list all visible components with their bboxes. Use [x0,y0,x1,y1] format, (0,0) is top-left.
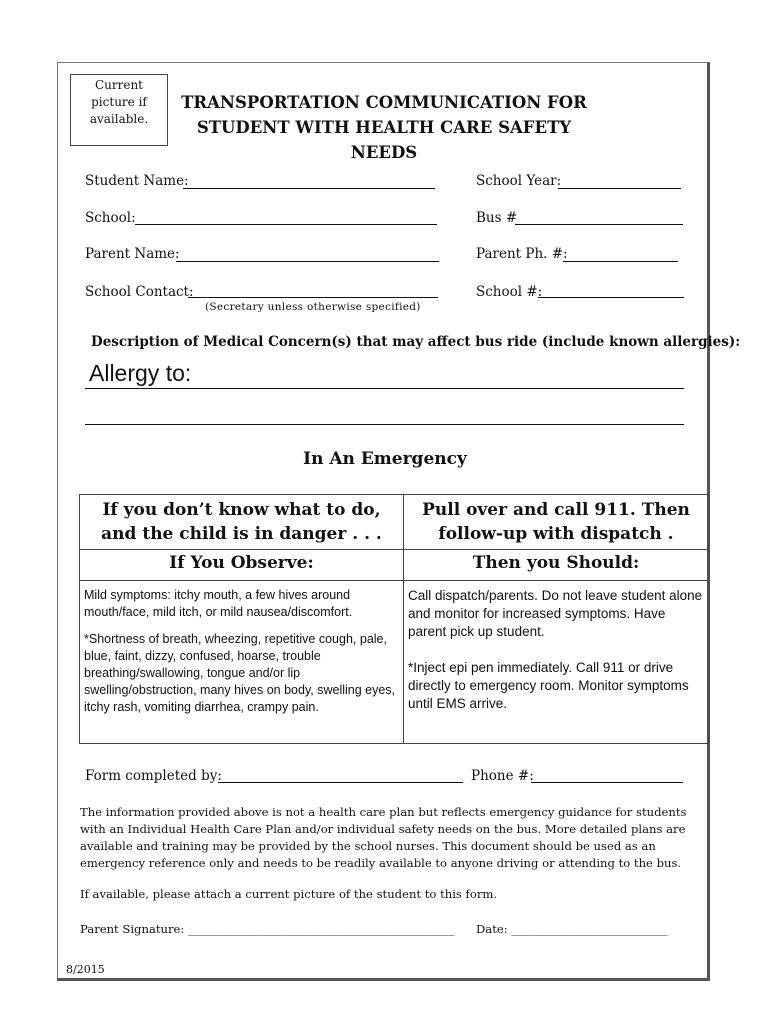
observe-cell [80,581,404,744]
school-year-field[interactable] [558,188,681,189]
left-header-line1: If you don’t know what to do, [102,500,381,520]
photo-text-line1: Current [94,78,144,92]
school-field[interactable] [135,224,437,225]
school-year-label: School Year: [476,173,562,189]
parent-name-label: Parent Name: [85,246,180,262]
emergency-table [79,494,709,744]
emergency-heading: In An Emergency [303,449,467,469]
medical-concern-label: Description of Medical Concern(s) that may affect bus ride (include known allergies): [91,334,741,350]
parent-phone-field[interactable] [563,261,678,262]
photo-text-line2: picture if [91,95,147,109]
school-label: School: [85,210,136,226]
school-number-field[interactable] [538,297,684,298]
left-header-line2: and the child is in danger . . . [101,524,382,544]
student-name-field[interactable] [183,188,435,189]
medical-concern-value: Allergy to: [89,360,192,386]
form-title [180,90,588,165]
school-contact-field[interactable] [188,297,438,298]
form-title-line2: STUDENT WITH HEALTH CARE SAFETY NEEDS [196,118,572,162]
photo-text-line3: available. [89,112,149,126]
should-mild: Call dispatch/parents. Do not leave student alone and monitor for increased symptoms. Have parent pick up student. [408,588,703,639]
parent-phone-label: Parent Ph. #: [476,246,568,262]
observe-mild: Mild symptoms: itchy mouth, a few hives around mouth/face, mild itch, or mild nausea/discomfort. [84,588,353,619]
photo-placeholder [70,74,168,146]
should-cell [404,581,709,744]
completion-phone-label: Phone #: [471,768,534,784]
observe-severe: *Shortness of breath, wheezing, repetitive cough, pale, blue, faint, dizzy, confused, hoarse, trouble breathing/swallowing, tongue and/or lip swelling/obstruction, many hives on body, swelling eyes, itchy rash, vomiting diarrhea, crampy pain. [84,632,396,714]
school-contact-note: (Secretary unless otherwise specified) [205,301,421,313]
observe-header: If You Observe: [80,550,404,581]
attach-picture-note: If available, please attach a current picture of the student to this form. [80,887,498,901]
right-header-line2: follow-up with dispatch . [438,524,674,544]
form-title-line1: TRANSPORTATION COMMUNICATION FOR [181,93,587,112]
emergency-right-header [404,495,709,550]
emergency-left-header [80,495,404,550]
right-header-line1: Pull over and call 911. Then [422,500,690,520]
parent-signature-field[interactable]: Parent Signature: ______________________________________________ [80,922,455,936]
form-completed-by-field[interactable] [218,782,463,783]
parent-name-field[interactable] [176,261,439,262]
revision-date: 8/2015 [66,963,105,976]
form-completed-by-label: Form completed by: [85,768,222,784]
signature-date-field[interactable]: Date: ___________________________ [476,922,668,936]
school-number-label: School #: [476,284,543,300]
should-severe: *Inject epi pen immediately. Call 911 or drive directly to emergency room. Monitor symptoms until EMS arrive. [408,660,689,711]
should-header: Then you Should: [404,550,709,581]
student-name-label: Student Name: [85,173,189,189]
medical-concern-line-1[interactable] [85,388,684,389]
school-contact-label: School Contact: [85,284,194,300]
disclaimer-text: The information provided above is not a health care plan but reflects emergency guidance for students with an Individual Health Care Plan and/or individual safety needs on the bus. More detailed plans are available and training may be provided by the school nurses. This document should be used as an emergency reference only and needs to be readily available to anyone driving or attending to the bus. [80,805,687,870]
completion-phone-field[interactable] [531,782,683,783]
bus-label: Bus # [476,210,518,226]
bus-field[interactable] [515,224,683,225]
medical-concern-line-2[interactable] [85,424,684,425]
